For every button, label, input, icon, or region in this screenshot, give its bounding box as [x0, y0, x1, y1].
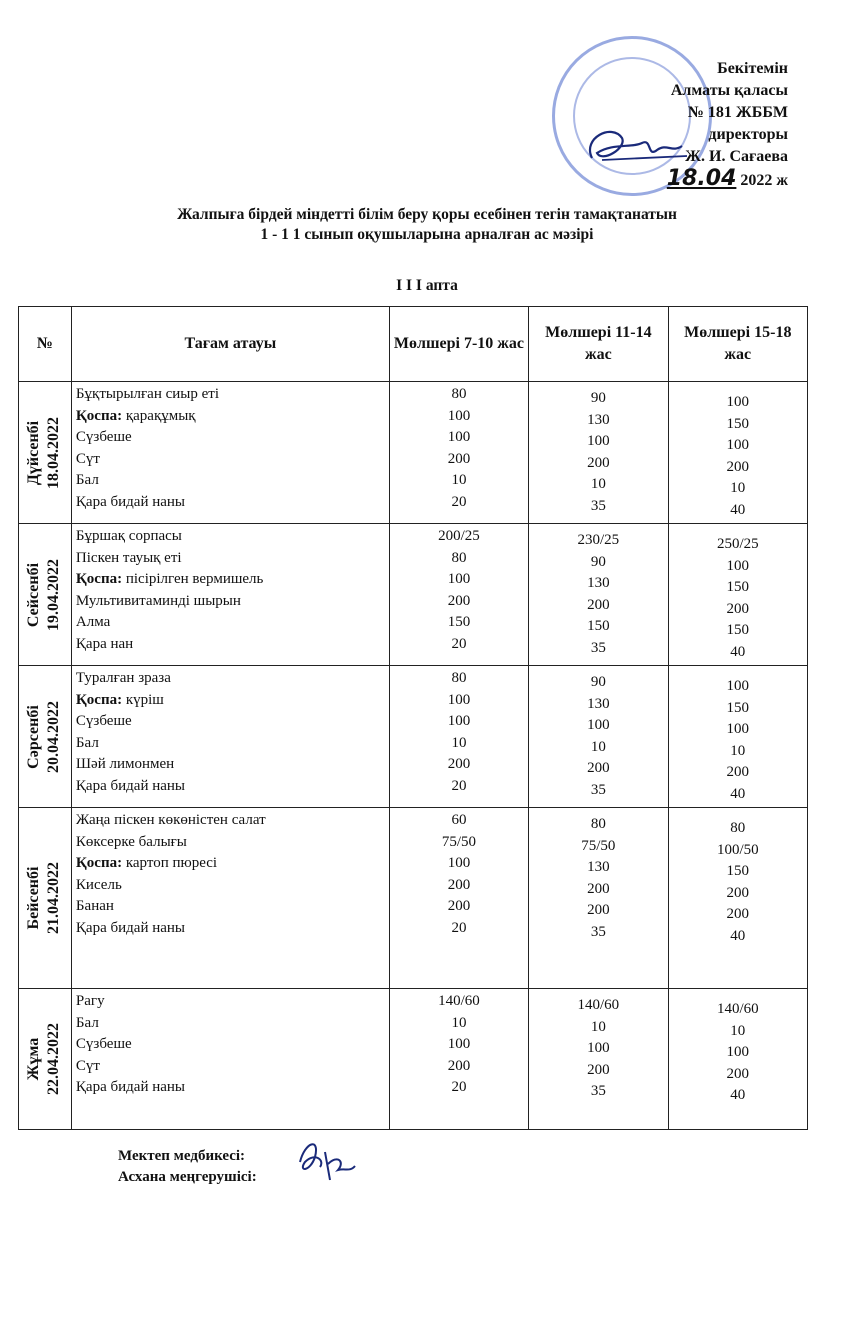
dish-name: Қара бидай наны	[75, 1079, 186, 1095]
qty-value: 100	[447, 713, 471, 729]
qty-value: 140/60	[577, 997, 620, 1013]
qty-value: 150	[587, 618, 610, 634]
day-cell	[19, 666, 72, 808]
qty-cell-q2	[529, 808, 668, 989]
document-subtitle: 1 - 1 1 сынып оқушыларына арналған ас мәзірі	[260, 226, 594, 243]
day-name: Бейсенбі	[25, 866, 42, 930]
dish-name: картоп пюресі	[122, 855, 218, 871]
qty-value: 80	[730, 820, 746, 836]
qty-value: 10	[451, 734, 467, 751]
dish-name: Сүт	[75, 450, 100, 467]
dish-name: Піскен тауық еті	[75, 549, 182, 566]
day-date: 20.04.2022	[45, 700, 62, 773]
dish-item	[76, 711, 385, 733]
approval-line: Бекітемін	[717, 60, 788, 77]
qty-cell-q3	[668, 666, 807, 808]
qty-value: 75/50	[441, 833, 477, 850]
week-label: I I I апта	[396, 277, 458, 294]
qty-value: 200	[726, 1065, 750, 1082]
dish-item	[76, 668, 385, 690]
qty-value: 250/25	[716, 536, 759, 552]
qty-value: 140/60	[438, 993, 480, 1009]
qty-cell-q2	[529, 524, 668, 666]
qty-value: 100	[447, 571, 471, 587]
qty-value: 80	[451, 670, 467, 686]
dish-item	[76, 492, 385, 514]
dish-name: Көксерке балығы	[75, 833, 187, 850]
qty-value: 20	[451, 1079, 467, 1095]
qty-value: 150	[447, 614, 471, 630]
qty-value: 10	[451, 472, 467, 488]
qty-value: 150	[726, 415, 750, 432]
dish-name: Бал	[75, 734, 99, 751]
dish-item	[76, 548, 385, 570]
dish-item	[76, 427, 385, 449]
day-cell	[19, 524, 72, 666]
dish-names-cell	[71, 666, 389, 808]
day-name: Дүйсенбі	[25, 420, 42, 485]
qty-value: 100	[726, 557, 750, 574]
dish-item	[76, 853, 385, 875]
qty-value: 40	[730, 927, 746, 944]
table-row	[19, 808, 808, 989]
document-title: Жалпыға бірдей міндетті білім беру қоры есебінен тегін тамақтанатын	[177, 206, 677, 223]
qty-value: 90	[590, 553, 606, 570]
day-name: Жұма	[25, 1037, 42, 1081]
dish-item	[76, 832, 385, 854]
dish-names-cell	[71, 808, 389, 989]
qty-value: 230/25	[577, 532, 620, 548]
qty-value: 130	[587, 695, 610, 712]
qty-value: 80	[590, 816, 606, 832]
qty-value: 35	[590, 639, 606, 656]
qty-value: 80	[451, 386, 467, 402]
chef-label: Асхана меңгерушісі:	[118, 1169, 257, 1185]
day-cell	[19, 808, 72, 989]
dish-name: Кисель	[75, 876, 122, 893]
qty-value: 35	[590, 497, 606, 514]
header-qty-11-14: Мөлшері 11-14 жас	[529, 307, 668, 382]
dish-name: Бұршақ сорпасы	[75, 528, 182, 544]
qty-value: 200	[587, 454, 610, 471]
qty-value: 40	[730, 785, 746, 802]
dish-name: Бұқтырылған сиыр еті	[75, 386, 220, 402]
approval-line: Алматы қаласы	[670, 82, 788, 99]
qty-value: 10	[730, 742, 746, 759]
qty-cell-q1	[389, 382, 528, 524]
qty-value: 10	[590, 476, 606, 492]
qty-value: 150	[726, 579, 750, 595]
qty-value: 40	[730, 1087, 746, 1103]
qty-value: 200/25	[438, 528, 480, 544]
approval-date-handwritten: 18.04	[666, 166, 737, 191]
qty-value: 200	[447, 1057, 471, 1074]
dish-item	[76, 1034, 385, 1056]
qty-cell-q3	[668, 808, 807, 989]
qty-value: 10	[451, 1014, 467, 1031]
table-row	[19, 382, 808, 524]
dish-name: Бал	[75, 1014, 99, 1031]
table-row	[19, 524, 808, 666]
qty-value: 200	[726, 764, 750, 780]
dish-name: Рагу	[75, 993, 105, 1009]
day-name: Сейсенбі	[25, 562, 42, 627]
dish-name: Банан	[75, 898, 114, 914]
qty-cell-q3	[668, 382, 807, 524]
qty-value: 20	[451, 635, 467, 652]
dish-item	[76, 470, 385, 492]
qty-value: 100	[447, 855, 471, 871]
day-label	[24, 559, 64, 631]
dish-name: Туралған зраза	[75, 670, 171, 686]
qty-value: 35	[590, 1083, 606, 1099]
dish-name: пісірілген вермишель	[122, 571, 264, 587]
nurse-label: Мектеп медбикесі:	[118, 1148, 246, 1164]
qty-value: 200	[726, 884, 750, 901]
qty-value: 80	[451, 549, 467, 566]
qty-value: 100	[587, 1040, 610, 1056]
qty-cell-q1	[389, 808, 528, 989]
day-date: 21.04.2022	[45, 862, 62, 934]
approval-date	[667, 168, 788, 192]
dish-name: Жаңа піскен көкөністен салат	[75, 812, 266, 828]
dish-name: Сүзбеше	[75, 1036, 132, 1052]
dish-name: Қара нан	[75, 635, 134, 652]
qty-cell-q2	[529, 989, 668, 1130]
table-row	[19, 989, 808, 1130]
staff-signature	[290, 1132, 360, 1192]
qty-cell-q1	[389, 666, 528, 808]
dish-item	[76, 1013, 385, 1035]
dish-name: Сүт	[75, 1057, 100, 1074]
qty-cell-q3	[668, 524, 807, 666]
dish-item	[76, 991, 385, 1013]
qty-value: 200	[587, 902, 610, 918]
dish-item	[76, 526, 385, 548]
day-label	[24, 1023, 64, 1095]
header-qty-15-18: Мөлшері 15-18 жас	[668, 307, 807, 382]
qty-value: 100	[447, 691, 471, 708]
qty-value: 90	[590, 390, 606, 406]
qty-value: 100	[587, 717, 610, 733]
qty-value: 100	[726, 437, 750, 453]
qty-value: 35	[590, 781, 606, 798]
day-label	[24, 862, 64, 934]
dish-names-cell	[71, 524, 389, 666]
qty-value: 100	[587, 433, 610, 449]
qty-value: 100	[447, 407, 471, 424]
qty-value: 200	[587, 596, 610, 613]
dish-name: Бал	[75, 472, 99, 488]
dish-item	[76, 875, 385, 897]
header-dish-name: Тағам атауы	[71, 307, 389, 382]
dish-item	[76, 733, 385, 755]
qty-value: 200	[587, 1061, 610, 1078]
qty-value: 75/50	[581, 837, 616, 854]
dish-name: Сүзбеше	[75, 713, 132, 729]
day-date: 22.04.2022	[45, 1023, 62, 1095]
dish-name: Қара бидай наны	[75, 493, 186, 510]
dish-item	[76, 634, 385, 656]
dish-names-cell	[71, 382, 389, 524]
dish-name: Қара бидай наны	[75, 777, 186, 794]
dish-name: Мультивитаминді шырын	[75, 592, 241, 609]
qty-value: 150	[726, 622, 750, 638]
qty-value: 200	[587, 760, 610, 776]
dish-item	[76, 591, 385, 613]
qty-value: 100	[726, 1044, 750, 1060]
qty-value: 200	[447, 756, 471, 772]
dish-side-label: Қоспа:	[75, 407, 123, 424]
day-label	[24, 701, 64, 773]
dish-name: қарақұмық	[122, 407, 196, 424]
qty-cell-q2	[529, 666, 668, 808]
qty-value: 200	[447, 450, 471, 467]
approval-line: директоры	[708, 126, 788, 143]
menu-body	[19, 382, 808, 1130]
day-date: 18.04.2022	[45, 416, 62, 489]
qty-value: 10	[730, 480, 746, 496]
dish-item	[76, 569, 385, 591]
dish-item	[76, 896, 385, 918]
approval-date-suffix: 2022 ж	[740, 172, 788, 189]
dish-item	[76, 690, 385, 712]
qty-value: 200	[726, 906, 750, 922]
dish-item	[76, 776, 385, 798]
dish-item	[76, 918, 385, 940]
dish-side-label: Қоспа:	[75, 855, 123, 871]
dish-side-label: Қоспа:	[75, 691, 123, 708]
qty-value: 90	[590, 674, 606, 690]
day-cell	[19, 989, 72, 1130]
dish-item	[76, 810, 385, 832]
dish-name: Алма	[75, 614, 111, 630]
day-cell	[19, 382, 72, 524]
qty-value: 40	[730, 501, 746, 518]
qty-value: 100	[447, 1036, 471, 1052]
qty-value: 10	[730, 1022, 746, 1039]
dish-name: күріш	[122, 691, 164, 708]
day-label	[24, 417, 64, 489]
dish-item	[76, 1056, 385, 1078]
qty-value: 100	[726, 721, 750, 737]
qty-value: 200	[587, 880, 610, 897]
qty-value: 40	[730, 643, 746, 660]
approval-block	[667, 58, 788, 192]
qty-value: 200	[726, 600, 750, 617]
dish-name: Қара бидай наны	[75, 919, 186, 936]
qty-value: 60	[451, 812, 467, 828]
qty-value: 150	[726, 699, 750, 716]
dish-side-label: Қоспа:	[75, 571, 123, 587]
qty-value: 10	[590, 1018, 606, 1035]
dish-item	[76, 612, 385, 634]
table-header-row	[19, 307, 808, 382]
dish-names-cell	[71, 989, 389, 1130]
qty-value: 200	[447, 898, 471, 914]
qty-value: 100	[726, 678, 750, 694]
qty-value: 100/50	[716, 841, 759, 858]
qty-cell-q2	[529, 382, 668, 524]
qty-cell-q3	[668, 989, 807, 1130]
dish-item	[76, 1077, 385, 1099]
dish-item	[76, 754, 385, 776]
qty-value: 130	[587, 859, 610, 875]
qty-value: 200	[447, 592, 471, 609]
qty-cell-q1	[389, 989, 528, 1130]
table-row	[19, 666, 808, 808]
header-qty-7-10: Мөлшері 7-10 жас	[389, 307, 528, 382]
dish-name: Шәй лимонмен	[75, 756, 175, 772]
qty-value: 20	[451, 777, 467, 794]
qty-cell-q1	[389, 524, 528, 666]
dish-item	[76, 406, 385, 428]
header-num: №	[19, 307, 72, 382]
qty-value: 200	[726, 458, 750, 475]
dish-name: Сүзбеше	[75, 429, 132, 445]
qty-value: 140/60	[716, 1001, 759, 1017]
qty-value: 35	[590, 923, 606, 940]
qty-value: 100	[726, 394, 750, 410]
qty-value: 20	[451, 493, 467, 510]
qty-value: 130	[587, 411, 610, 428]
qty-value: 10	[590, 738, 606, 755]
footer	[118, 1146, 257, 1188]
qty-value: 20	[451, 919, 467, 936]
dish-item	[76, 449, 385, 471]
approval-line: Ж. И. Сағаева	[685, 148, 788, 165]
dish-item	[76, 384, 385, 406]
approval-line: № 181 ЖББМ	[687, 104, 788, 121]
qty-value: 100	[447, 429, 471, 445]
qty-value: 200	[447, 876, 471, 893]
day-name: Сәрсенбі	[25, 704, 42, 769]
day-date: 19.04.2022	[45, 558, 62, 631]
qty-value: 150	[726, 863, 750, 879]
qty-value: 130	[587, 575, 610, 591]
menu-table	[18, 306, 808, 1130]
